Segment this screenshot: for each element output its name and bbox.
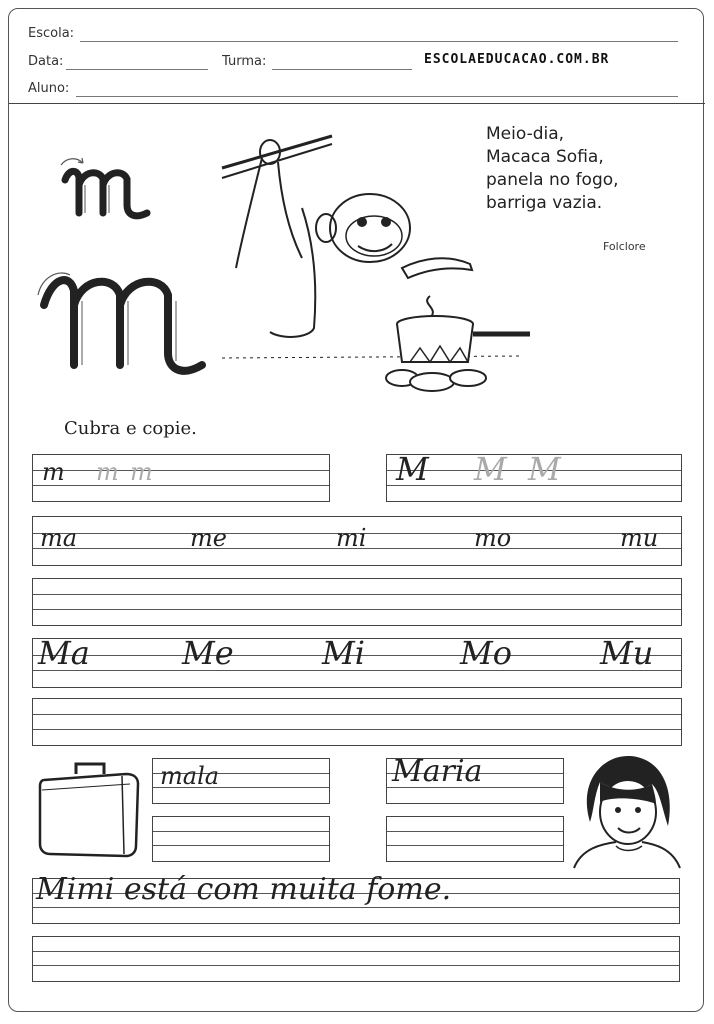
poem-line: panela no fogo, <box>486 170 619 190</box>
uppercase-m-trace: M <box>528 450 561 488</box>
syllable-Mi: Mi <box>322 634 365 672</box>
date-label: Data: <box>28 54 64 69</box>
syllable-mi: mi <box>336 524 367 552</box>
poem-line: Meio-dia, <box>486 124 565 144</box>
instruction: Cubra e copie. <box>64 418 197 439</box>
syllable-Mo: Mo <box>460 634 513 672</box>
school-field[interactable] <box>80 41 678 42</box>
syllable-mu: mu <box>620 524 659 552</box>
poem-line: barriga vazia. <box>486 193 603 213</box>
class-field[interactable] <box>272 69 412 70</box>
poem <box>486 123 619 215</box>
syllable-Ma: Ma <box>38 634 90 672</box>
class-label: Turma: <box>222 54 267 69</box>
school-label: Escola: <box>28 26 75 41</box>
suitcase-icon <box>36 760 146 860</box>
copy-lines-1[interactable] <box>32 578 682 626</box>
word-maria-copy[interactable] <box>386 816 564 862</box>
cooking-pot-icon <box>380 290 530 400</box>
poem-line: Macaca Sofia, <box>486 147 604 167</box>
lowercase-m-stroke-guide <box>55 155 185 235</box>
girl-portrait-icon <box>572 752 680 870</box>
syllable-mo: mo <box>474 524 512 552</box>
lowercase-m-model: m <box>42 458 65 486</box>
student-field[interactable] <box>76 96 678 97</box>
copy-lines-2[interactable] <box>32 698 682 746</box>
word-maria: Maria <box>392 754 483 789</box>
student-label: Aluno: <box>28 81 70 96</box>
sentence-copy[interactable] <box>32 936 680 982</box>
header-divider <box>9 103 705 104</box>
syllable-Mu: Mu <box>600 634 654 672</box>
site-name: ESCOLAEDUCACAO.COM.BR <box>424 52 610 67</box>
lowercase-m-trace: m <box>96 458 119 486</box>
syllable-me: me <box>190 524 227 552</box>
word-mala-copy[interactable] <box>152 816 330 862</box>
poem-credit: Folclore <box>603 240 646 253</box>
syllable-ma: ma <box>40 524 78 552</box>
word-mala: mala <box>160 762 220 790</box>
uppercase-m-trace: M <box>474 450 507 488</box>
uppercase-m-stroke-guide <box>30 265 220 395</box>
lowercase-m-trace: m <box>130 458 153 486</box>
sentence-model: Mimi está com muita fome. <box>36 872 452 907</box>
syllable-Me: Me <box>182 634 234 672</box>
uppercase-m-model: M <box>396 450 429 488</box>
lowercase-m-practice-box[interactable] <box>32 454 330 502</box>
date-field[interactable] <box>66 69 208 70</box>
